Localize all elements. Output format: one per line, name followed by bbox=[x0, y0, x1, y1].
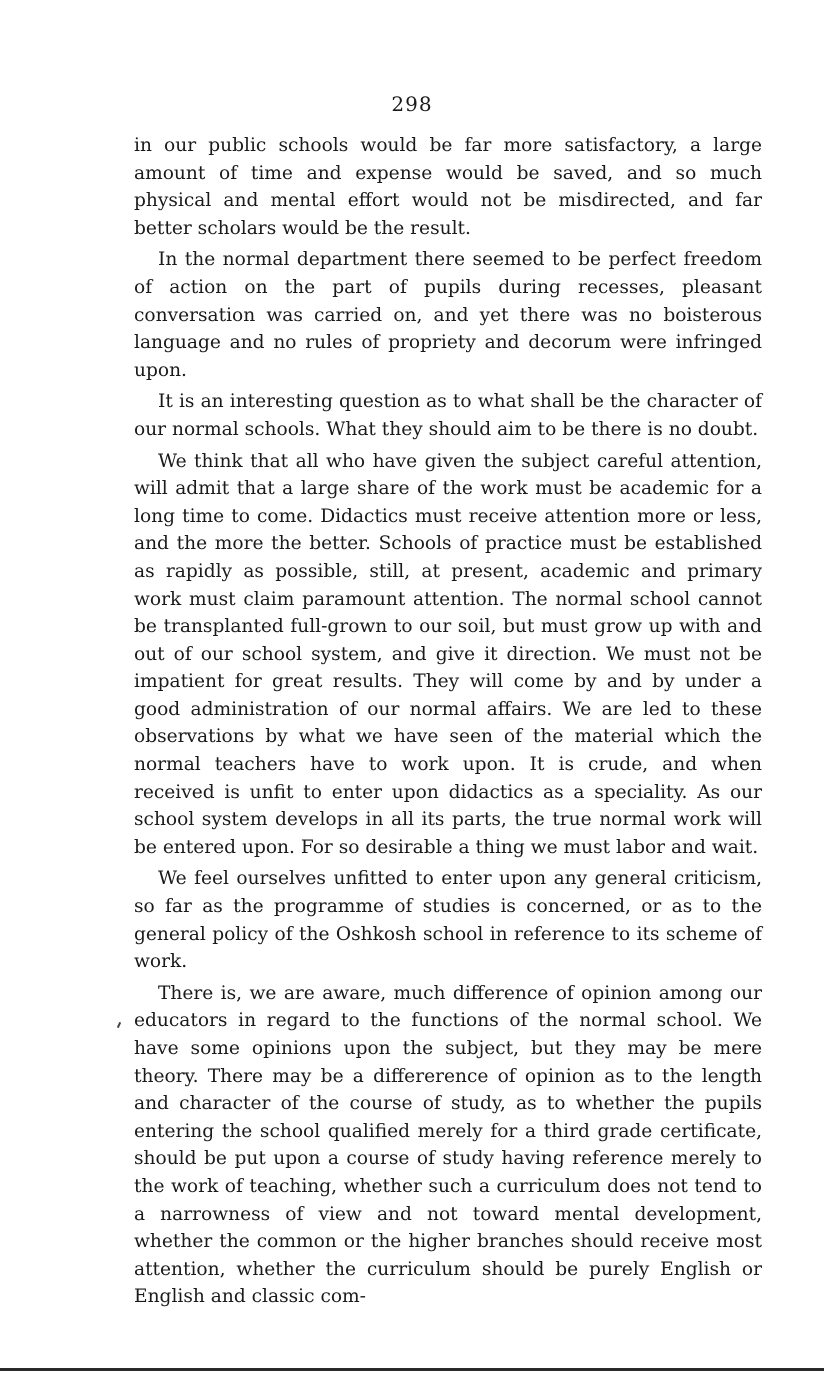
bottom-edge-rule bbox=[0, 1368, 824, 1371]
page-number: 298 bbox=[391, 92, 433, 116]
paragraph-character-question: It is an interesting question as to what shall be the character of our normal schools. What they should aim to be there is no doubt. bbox=[134, 391, 762, 440]
paragraph-normal-department: In the normal department there seemed to be perfect freedom of action on the part of pupils during recesses, pleasant conversation was carried on, and yet there was no boisterous language and no rules of propriety and decorum were infringed upon. bbox=[134, 249, 762, 381]
paragraph-continuation: in our public schools would be far more satisfactory, a large amount of time and expense would be saved, and so much physical and mental effort would not be misdirected, and far better scholars would be the result. bbox=[134, 135, 762, 239]
paragraph-criticism: We feel ourselves unfitted to enter upon any general criticism, so far as the programme of studies is concerned, or as to the general policy of the Oshkosh school in reference to its scheme of work. bbox=[134, 868, 762, 973]
paragraph-difference-of-opinion: There is, we are aware, much difference of opinion among our educators in regard to the functions of the normal school. We have some opinions upon the subject, but they may be mere theory. There may be a differerence of opinion as to the length and character of the course of study, as to whether the pupils entering the school qualified merely for a third grade certificate, should be put upon a course of study having reference merely to the work of teaching, whether such a curriculum does not tend to a narrowness of view and not toward mental development, whether the common or the higher branches should receive most attention, whether the curriculum should be purely English or English and classic com- bbox=[134, 982, 762, 1308]
margin-speck bbox=[117, 1022, 121, 1028]
paragraph-academic-work: We think that all who have given the subject careful attention, will admit that a large share of the work must be academic for a long time to come. Didactics must receive attention more or less, and the more the better. Schools of practice must be established as rapidly as possible, still, at present, academic and primary work must claim paramount attention. The normal school cannot be transplanted full-grown to our soil, but must grow up with and out of our school system, and give it direction. We must not be impatient for great results. They will come by and by under a good administration of our normal affairs. We are led to these observations by what we have seen of the material which the normal teachers have to work upon. It is crude, and when received is unfit to enter upon didactics as a speciality. As our school system develops in all its parts, the true normal work will be entered upon. For so desirable a thing we must labor and wait. bbox=[134, 450, 762, 858]
body-text bbox=[134, 132, 762, 1315]
